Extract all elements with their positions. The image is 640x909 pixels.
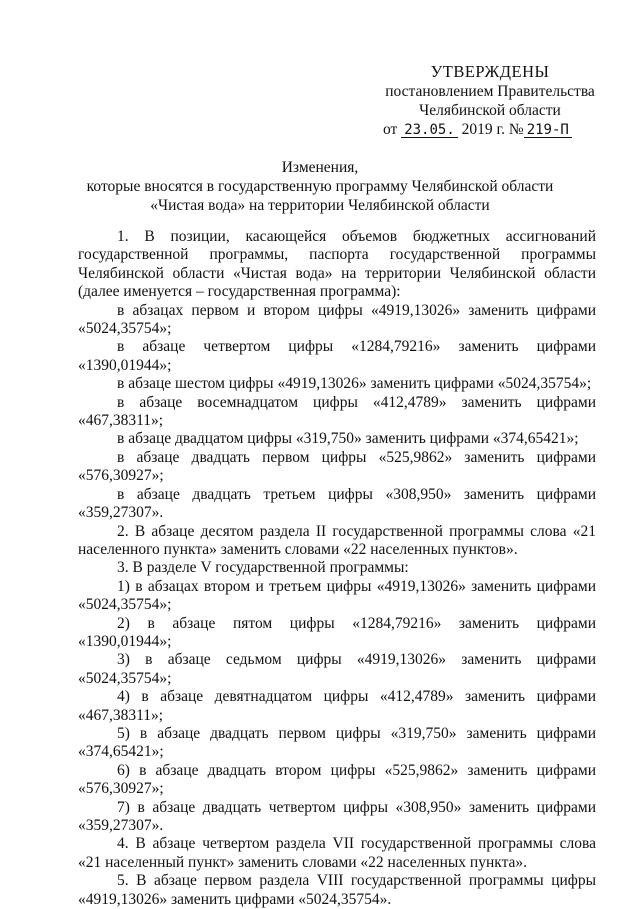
approval-year: 2019 г. bbox=[461, 121, 506, 138]
approval-line-2: Челябинской области bbox=[419, 102, 561, 119]
approval-line-1: постановлением Правительства bbox=[385, 83, 595, 100]
paragraph: 5. В абзаце первом раздела VIII государственной программы цифры «4919,13026» заменить цифрами «5024,35754». bbox=[78, 872, 596, 908]
paragraph: в абзаце четвертом цифры «1284,79216» заменить цифрами «1390,01944»; bbox=[78, 338, 596, 374]
title-line-3: «Чистая вода» на территории Челябинской области bbox=[150, 197, 490, 214]
paragraph: 2) в абзаце пятом цифры «1284,79216» заменить цифрами «1390,01944»; bbox=[78, 614, 596, 650]
title-line-2: которые вносятся в государственную программу Челябинской области bbox=[86, 178, 554, 195]
paragraph: 4. В абзаце четвертом раздела VII государственной программы слова «21 населенный пункт» заменить словами «22 населенных пункта». bbox=[78, 835, 596, 871]
paragraph: 7) в абзаце двадцать четвертом цифры «308,950» заменить цифрами «359,27307». bbox=[78, 798, 596, 834]
handwritten-number: 219-П bbox=[524, 123, 572, 138]
paragraph: в абзаце двадцать первом цифры «525,9862» заменить цифрами «576,30927»; bbox=[78, 448, 596, 485]
paragraph: 5) в абзаце двадцать первом цифры «319,750» заменить цифрами «374,65421»; bbox=[78, 724, 596, 761]
paragraph: 3) в абзаце седьмом цифры «4919,13026» заменить цифрами «5024,35754»; bbox=[78, 651, 596, 687]
handwritten-date: 23.05. bbox=[401, 123, 458, 138]
paragraph: 1) в абзацах втором и третьем цифры «4919,13026» заменить цифрами «5024,35754»; bbox=[78, 577, 596, 614]
paragraph: 2. В абзаце десятом раздела II государственной программы слова «21 населенного пункта» заменить словами «22 населенных пунктов». bbox=[78, 522, 596, 558]
paragraph: в абзаце шестом цифры «4919,13026» заменить цифрами «5024,35754»; bbox=[117, 375, 592, 393]
paragraph: в абзаце двадцать третьем цифры «308,950» заменить цифрами «359,27307». bbox=[78, 485, 596, 522]
approval-dateline bbox=[380, 120, 600, 139]
document-body bbox=[78, 228, 596, 909]
paragraph: 3. В разделе V государственной программы: bbox=[117, 559, 409, 577]
paragraph: 4) в абзаце девятнадцатом цифры «412,4789» заменить цифрами «467,38311»; bbox=[78, 688, 596, 724]
from-label: от bbox=[383, 121, 398, 138]
paragraph: в абзацах первом и втором цифры «4919,13026» заменить цифрами «5024,35754»; bbox=[78, 301, 596, 338]
title-line-1: Изменения, bbox=[281, 159, 359, 176]
paragraph: 6) в абзаце двадцать втором цифры «525,9862» заменить цифрами «576,30927»; bbox=[78, 761, 596, 798]
approval-block bbox=[380, 62, 600, 139]
number-label: № bbox=[508, 121, 524, 138]
paragraph: в абзаце двадцатом цифры «319,750» заменить цифрами «374,65421»; bbox=[117, 430, 579, 448]
approval-heading: УТВЕРЖДЕНЫ bbox=[430, 62, 550, 81]
paragraph: 1. В позиции, касающейся объемов бюджетных ассигнований государственной программы, паспорта государственной программы Челябинской области «Чистая вода» на территории Челябинской области (далее именуется – государственная программа): bbox=[78, 228, 596, 301]
document-title bbox=[60, 158, 580, 215]
paragraph: в абзаце восемнадцатом цифры «412,4789» заменить цифрами «467,38311»; bbox=[78, 393, 596, 430]
